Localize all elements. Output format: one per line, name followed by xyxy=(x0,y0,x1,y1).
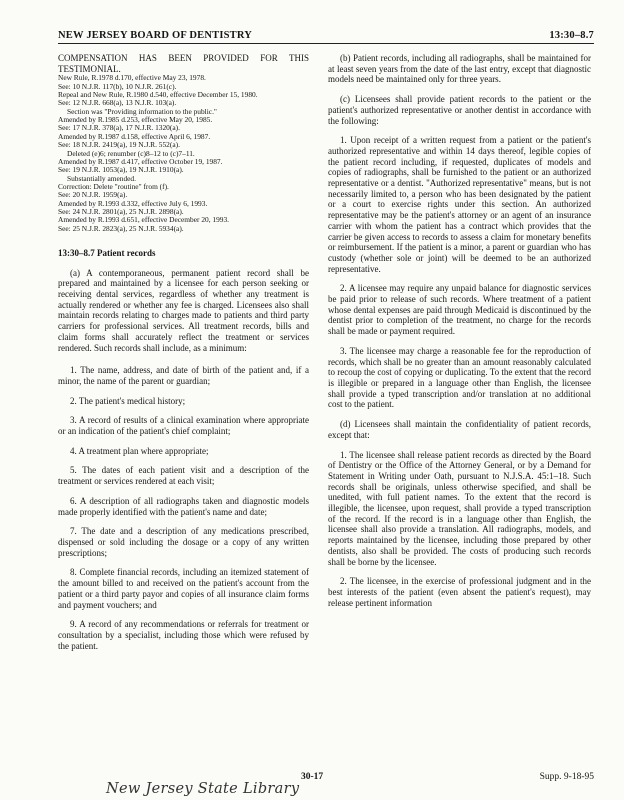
list-item: 9. A record of any recommendations or referrals for treatment or consultation by a specialist, including those which were refused by the patient. xyxy=(58,619,309,651)
history-line: Deleted (e)6; renumber (c)8–12 to (c)7–11. xyxy=(67,148,195,158)
history-line: Amended by R.1987 d.158, effective April 6, 1987. xyxy=(58,131,211,141)
history-line: New Rule, R.1978 d.170, effective May 23, 1978. xyxy=(58,73,206,83)
header-title: NEW JERSEY BOARD OF DENTISTRY xyxy=(58,30,253,41)
history-line: Amended by R.1993 d.651, effective December 20, 1993. xyxy=(58,215,230,225)
history-line: Section was "Providing information to the public." xyxy=(67,106,217,116)
list-item: 5. The dates of each patient visit and a description of the treatment or services rendered at each visit; xyxy=(58,465,309,487)
list-item: 4. A treatment plan where appropriate; xyxy=(70,445,209,456)
list-item: 2. A licensee may require any unpaid balance for diagnostic services be paid prior to release of such records. Where treatment of a patient whose dental expenses are paid through Medicaid is discontinued by the dentist prior to completion of the treatment, no charge for the records shall be made or payment required. xyxy=(328,283,591,337)
history-line: See: 24 N.J.R. 2801(a), 25 N.J.R. 2898(a). xyxy=(58,206,184,216)
paragraph-d: (d) Licensees shall maintain the confidentiality of patient records, except that: xyxy=(328,419,591,440)
list-item: 7. The date and a description of any medications prescribed, dispensed or sold including the dosage or a copy of any written prescriptions; xyxy=(58,526,309,558)
page-number: 30-17 xyxy=(301,772,324,782)
subsection-title: COMPENSATION HAS BEEN PROVIDED FOR THIS TESTIMONIAL. xyxy=(58,53,309,74)
history-line: Amended by R.1987 d.417, effective October 19, 1987. xyxy=(58,156,223,166)
history-notes xyxy=(58,74,309,233)
list-item: 6. A description of all radiographs taken and diagnostic models made properly identified with the patient's name and date; xyxy=(58,495,309,517)
list-item: 1. Upon receipt of a written request from a patient or the patient's authorized representative and within 14 days thereof, legible copies of the patient record including, if requested, duplicates of models and copies of radiographs, shall be furnished to the patient or an authorized representative or a dentist. "Authorized representative" means, but is not necessarily limited to, a person who has been designated by the patient or a court to exercise rights under this section. An authorized representative may be the patient's attorney or an agent of an insurance carrier with whom the patient has a contract which provides that the carrier be given access to records to assess a claim for monetary benefits or reimbursement. If the patient is a minor, a parent or guardian who has custody (whether sole or joint) will be deemed to be an authorized representative. xyxy=(328,135,591,274)
left-column xyxy=(58,53,309,651)
history-line: Repeal and New Rule, R.1980 d.540, effective December 15, 1980. xyxy=(58,90,258,100)
history-line: See: 20 N.J.R. 1959(a). xyxy=(58,190,128,200)
history-line: See: 19 N.J.R. 1053(a), 19 N.J.R. 1910(a). xyxy=(58,165,184,175)
history-line: See: 25 N.J.R. 2823(a), 25 N.J.R. 5934(a). xyxy=(58,223,184,233)
paragraph-a: (a) A contemporaneous, permanent patient record shall be prepared and maintained by a licensee for each person seeking or receiving dental services, regardless of whether any treatment is actually rendered or whether any fee is charged. Licensees also shall maintain records relating to charges made to patients and third party carriers for professional services. All treatment records, bills and claim forms shall accurately reflect the treatment or services rendered. Such records shall include, as a minimum: xyxy=(58,267,309,353)
history-line: Substantially amended. xyxy=(67,173,136,183)
history-line: Correction: Delete "routine" from (f). xyxy=(58,181,169,191)
history-line: See: 18 N.J.R. 2419(a), 19 N.J.R. 552(a). xyxy=(58,140,180,150)
header-section-number: 13:30–8.7 xyxy=(549,30,594,41)
paragraph-c: (c) Licensees shall provide patient records to the patient or the patient's authorized representative or another dentist in accordance with the following: xyxy=(328,94,591,126)
list-item: 2. The licensee, in the exercise of professional judgment and in the best interests of the patient (even absent the patient's request), may release pertinent information xyxy=(328,576,591,608)
right-column xyxy=(328,53,591,608)
history-line: See: 12 N.J.R. 668(a), 13 N.J.R. 103(a). xyxy=(58,98,177,108)
list-item: 1. The name, address, and date of birth of the patient and, if a minor, the name of the parent or guardian; xyxy=(58,365,309,386)
list-item: 3. A record of results of a clinical examination where appropriate or an indication of the patient's chief complaint; xyxy=(58,415,309,437)
history-line: See: 17 N.J.R. 378(a), 17 N.J.R. 1320(a). xyxy=(58,123,180,133)
supplement-date: Supp. 9-18-95 xyxy=(539,772,594,782)
list-item: 2. The patient's medical history; xyxy=(70,395,186,406)
history-line: Amended by R.1993 d.332, effective July 6, 1993. xyxy=(58,198,208,208)
running-header xyxy=(58,30,594,44)
history-line: Amended by R.1985 d.253, effective May 20, 1985. xyxy=(58,115,213,125)
history-line: See: 10 N.J.R. 117(b), 10 N.J.R. 261(c). xyxy=(58,81,177,91)
list-item: 3. The licensee may charge a reasonable fee for the reproduction of records, which shall be no greater than an amount reasonably calculated to recoup the cost of copying or duplicating. To the extent that the record is illegible or prepared in a language other than English, the licensee shall provide a typed transcription and/or translation at no additional cost to the patient. xyxy=(328,345,591,410)
library-stamp: New Jersey State Library xyxy=(106,781,300,797)
section-heading: 13:30–8.7 Patient records xyxy=(58,247,156,258)
list-item: 8. Complete financial records, including an itemized statement of the amount billed to and received on the patient's account from the patient or a third party payor and copies of all insurance claim forms and payment vouchers; and xyxy=(58,567,309,610)
paragraph-b: (b) Patient records, including all radiographs, shall be maintained for at least seven years from the date of the last entry, except that diagnostic models need be maintained only for three years. xyxy=(328,53,591,85)
list-item: 1. The licensee shall release patient records as directed by the Board of Dentistry or the Office of the Attorney General, or by a Demand for Statement in Writing under Oath, pursuant to N.J.S.A. 45:1–18. Such records shall be originals, unless otherwise specified, and shall be unedited, with full patient names. To the extent that the record is illegible, the licensee, upon request, shall provide a typed transcription of the record. If the record is in a language other than English, the licensee shall also provide a translation. All radiographs, models, and reports maintained by the licensee, including those prepared by other dentists, also shall be provided. The costs of producing such records shall be borne by the licensee. xyxy=(328,449,591,567)
